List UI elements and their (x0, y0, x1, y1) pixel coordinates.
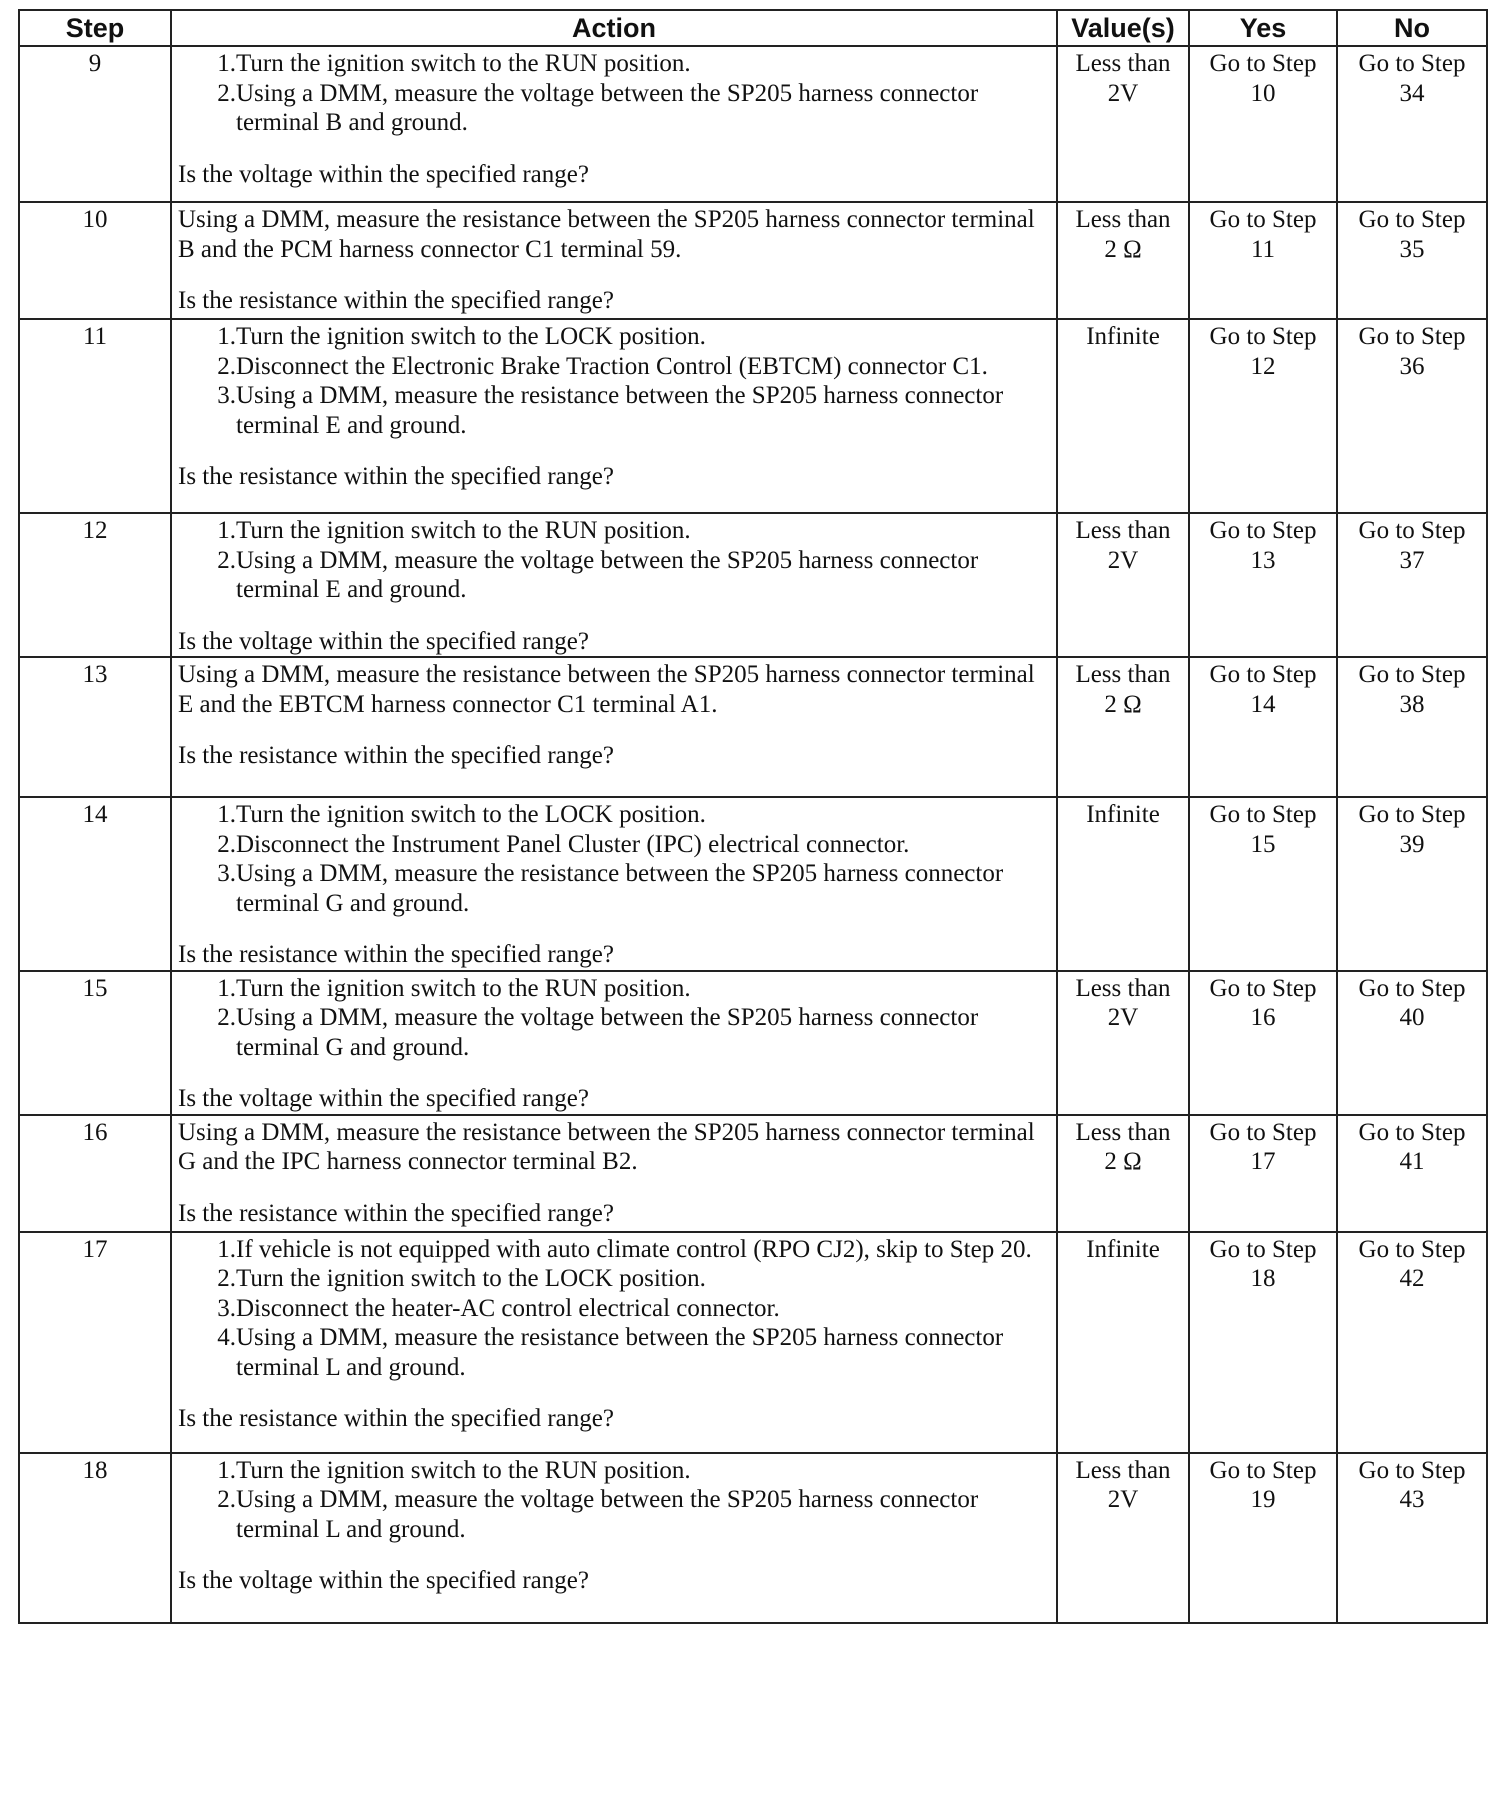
step-number: 13 (19, 657, 171, 797)
action-cell (171, 1453, 1057, 1623)
action-step-item (186, 974, 1050, 1004)
action-step-number: 2. (217, 352, 236, 380)
value-cell (1057, 513, 1189, 657)
no-cell (1337, 513, 1487, 657)
action-steps (178, 1456, 1050, 1545)
action-step-item (186, 1003, 1050, 1062)
table-row (19, 1232, 1487, 1453)
action-step-text: Turn the ignition switch to the LOCK position. (236, 1265, 706, 1292)
action-step-number: 3. (217, 382, 236, 409)
action-cell (171, 797, 1057, 971)
no-cell-line: Go to Step (1358, 517, 1466, 544)
action-step-text: Disconnect the heater-AC control electrical connector. (236, 1294, 780, 1322)
action-cell (171, 1232, 1057, 1453)
no-cell-line: 40 (1399, 1004, 1425, 1031)
action-step-number: 1. (217, 801, 236, 828)
no-cell-line: Go to Step (1358, 661, 1466, 688)
yes-cell-line: 14 (1250, 690, 1276, 718)
yes-cell-line: Go to Step (1209, 661, 1317, 688)
no-cell-line: Go to Step (1358, 50, 1466, 77)
header-yes: Yes (1189, 10, 1337, 46)
value-cell (1057, 1232, 1189, 1453)
action-steps (178, 974, 1050, 1063)
header-values: Value(s) (1057, 10, 1189, 46)
value-cell (1057, 202, 1189, 319)
yes-cell-line: 12 (1250, 352, 1276, 380)
value-cell (1057, 1453, 1189, 1623)
no-cell (1337, 1115, 1487, 1232)
spacer (178, 264, 1050, 286)
yes-cell-line: Go to Step (1209, 323, 1317, 350)
table-row (19, 46, 1487, 202)
value-cell-line: Infinite (1086, 801, 1160, 828)
value-cell-line: Less than (1075, 1456, 1171, 1484)
table-body (19, 46, 1487, 1623)
action-cell (171, 971, 1057, 1115)
no-cell-line: Go to Step (1358, 1118, 1466, 1146)
step-number: 15 (19, 971, 171, 1115)
value-cell-line: Less than (1075, 50, 1171, 77)
action-cell (171, 46, 1057, 202)
step-number: 14 (19, 797, 171, 971)
no-cell-line: Go to Step (1358, 974, 1466, 1002)
yes-cell (1189, 46, 1337, 202)
spacer (178, 719, 1050, 741)
action-question: Is the resistance within the specified range? (178, 941, 614, 968)
action-steps (178, 1235, 1050, 1383)
value-cell-line: 2 Ω (1104, 235, 1142, 263)
no-cell (1337, 1232, 1487, 1453)
yes-cell-line: 11 (1250, 235, 1276, 263)
yes-cell (1189, 319, 1337, 513)
action-steps (178, 322, 1050, 440)
spacer (178, 1177, 1050, 1199)
yes-cell (1189, 1453, 1337, 1623)
no-cell-line: Go to Step (1358, 801, 1466, 828)
action-steps (178, 516, 1050, 605)
no-cell-line: 37 (1399, 546, 1425, 574)
no-cell (1337, 797, 1487, 971)
action-step-number: 2. (217, 1265, 236, 1292)
action-step-item (186, 516, 1050, 546)
spacer (178, 1544, 1050, 1566)
yes-cell-line: Go to Step (1209, 517, 1317, 544)
action-step-text: If vehicle is not equipped with auto climate control (RPO CJ2), skip to Step 20. (236, 1235, 1032, 1263)
step-number: 10 (19, 202, 171, 319)
no-cell (1337, 202, 1487, 319)
action-step-number: 1. (217, 517, 236, 544)
spacer (178, 1382, 1050, 1404)
yes-cell-line: 17 (1250, 1148, 1276, 1175)
action-step-text: Turn the ignition switch to the LOCK position. (236, 801, 706, 828)
yes-cell (1189, 1232, 1337, 1453)
value-cell (1057, 971, 1189, 1115)
no-cell-line: 39 (1399, 830, 1425, 858)
action-step-text: Using a DMM, measure the voltage between the SP205 harness connector terminal B and ground. (236, 79, 979, 136)
value-cell (1057, 319, 1189, 513)
no-cell-line: Go to Step (1358, 323, 1466, 350)
yes-cell-line: 15 (1250, 830, 1276, 858)
value-cell-line: Infinite (1086, 1235, 1160, 1263)
yes-cell (1189, 971, 1337, 1115)
table-row (19, 202, 1487, 319)
action-step-number: 1. (217, 1235, 236, 1263)
value-cell-line: Less than (1075, 974, 1171, 1002)
action-question: Is the voltage within the specified range? (178, 627, 589, 655)
spacer (178, 138, 1050, 160)
action-cell (171, 1115, 1057, 1232)
action-step-item (186, 1456, 1050, 1486)
action-step-text: Using a DMM, measure the resistance between the SP205 harness connector terminal G and ground. (236, 860, 1004, 917)
step-number: 18 (19, 1453, 171, 1623)
action-step-item (186, 1485, 1050, 1544)
table-row (19, 513, 1487, 657)
header-step: Step (19, 10, 171, 46)
no-cell (1337, 657, 1487, 797)
yes-cell-line: Go to Step (1209, 1456, 1317, 1484)
no-cell-line: 35 (1399, 235, 1425, 263)
action-step-item (186, 352, 1050, 382)
action-step-number: 2. (217, 1004, 236, 1031)
action-step-text: Using a DMM, measure the voltage between the SP205 harness connector terminal G and ground. (236, 1004, 979, 1061)
spacer (178, 918, 1050, 940)
action-text: Using a DMM, measure the resistance between the SP205 harness connector terminal G and the IPC harness connector terminal B2. (178, 1118, 1035, 1175)
value-cell-line: 2V (1107, 1004, 1139, 1031)
yes-cell-line: Go to Step (1209, 974, 1317, 1002)
action-cell (171, 202, 1057, 319)
action-step-text: Turn the ignition switch to the RUN position. (236, 1456, 691, 1484)
value-cell-line: 2V (1107, 546, 1139, 574)
no-cell (1337, 319, 1487, 513)
value-cell-line: 2 Ω (1104, 1148, 1142, 1175)
spacer (178, 1062, 1050, 1084)
action-step-text: Using a DMM, measure the resistance between the SP205 harness connector terminal E and ground. (236, 382, 1004, 439)
yes-cell-line: 19 (1250, 1486, 1276, 1513)
action-cell (171, 319, 1057, 513)
action-step-number: 1. (217, 974, 236, 1002)
yes-cell (1189, 797, 1337, 971)
step-number: 11 (19, 319, 171, 513)
no-cell-line: Go to Step (1358, 206, 1466, 233)
action-step-number: 1. (217, 1456, 236, 1484)
action-cell (171, 513, 1057, 657)
action-step-text: Disconnect the Electronic Brake Traction Control (EBTCM) connector C1. (236, 352, 988, 380)
action-text: Using a DMM, measure the resistance between the SP205 harness connector terminal E and the EBTCM harness connector C1 terminal A1. (178, 661, 1035, 718)
action-step-text: Using a DMM, measure the resistance between the SP205 harness connector terminal L and ground. (236, 1324, 1004, 1381)
header-row (19, 10, 1487, 46)
yes-cell-line: 18 (1250, 1265, 1276, 1292)
action-step-item (186, 1323, 1050, 1382)
action-step-number: 2. (217, 79, 236, 107)
action-step-text: Turn the ignition switch to the RUN position. (236, 517, 691, 544)
action-step-text: Turn the ignition switch to the LOCK position. (236, 323, 706, 350)
value-cell-line: 2V (1107, 79, 1139, 107)
yes-cell-line: 10 (1250, 79, 1276, 107)
action-steps (178, 800, 1050, 918)
step-number: 12 (19, 513, 171, 657)
table-row (19, 319, 1487, 513)
action-step-item (186, 859, 1050, 918)
value-cell-line: Less than (1075, 206, 1171, 233)
action-step-item (186, 79, 1050, 138)
value-cell-line: Less than (1075, 517, 1171, 544)
value-cell-line: 2V (1107, 1486, 1139, 1513)
action-step-number: 2. (217, 1486, 236, 1513)
action-step-text: Using a DMM, measure the voltage between the SP205 harness connector terminal E and ground. (236, 546, 979, 603)
action-question: Is the voltage within the specified range? (178, 1085, 589, 1112)
action-step-item (186, 800, 1050, 830)
header-no: No (1337, 10, 1487, 46)
no-cell-line: 42 (1399, 1265, 1425, 1292)
table-row (19, 971, 1487, 1115)
no-cell (1337, 971, 1487, 1115)
no-cell-line: 36 (1399, 352, 1425, 380)
table-row (19, 797, 1487, 971)
table-row (19, 657, 1487, 797)
value-cell (1057, 46, 1189, 202)
value-cell (1057, 797, 1189, 971)
yes-cell (1189, 513, 1337, 657)
action-question: Is the resistance within the specified range? (178, 1199, 614, 1227)
action-step-item (186, 1294, 1050, 1324)
no-cell (1337, 46, 1487, 202)
value-cell-line: 2 Ω (1104, 690, 1142, 718)
diagnostic-table-page (18, 9, 1486, 1797)
spacer (178, 440, 1050, 462)
yes-cell (1189, 202, 1337, 319)
value-cell-line: Infinite (1086, 323, 1160, 350)
action-question: Is the resistance within the specified range? (178, 742, 614, 769)
yes-cell-line: Go to Step (1209, 206, 1317, 233)
action-step-text: Disconnect the Instrument Panel Cluster (IPC) electrical connector. (236, 830, 910, 858)
yes-cell-line: 16 (1250, 1004, 1276, 1031)
yes-cell-line: 13 (1250, 546, 1276, 574)
action-question: Is the resistance within the specified range? (178, 463, 614, 490)
action-step-number: 4. (217, 1324, 236, 1351)
yes-cell (1189, 1115, 1337, 1232)
action-step-item (186, 49, 1050, 79)
table-row (19, 1115, 1487, 1232)
value-cell (1057, 1115, 1189, 1232)
yes-cell (1189, 657, 1337, 797)
step-number: 17 (19, 1232, 171, 1453)
no-cell (1337, 1453, 1487, 1623)
header-action: Action (171, 10, 1057, 46)
action-step-number: 1. (217, 323, 236, 350)
action-step-item (186, 1235, 1050, 1265)
no-cell-line: 38 (1399, 690, 1425, 718)
action-step-number: 3. (217, 860, 236, 887)
value-cell-line: Less than (1075, 661, 1171, 688)
value-cell-line: Less than (1075, 1118, 1171, 1146)
yes-cell-line: Go to Step (1209, 50, 1317, 77)
action-question: Is the voltage within the specified range? (178, 1567, 589, 1594)
action-question: Is the resistance within the specified range? (178, 287, 614, 314)
action-step-item (186, 546, 1050, 605)
action-step-number: 2. (217, 830, 236, 858)
table-row (19, 1453, 1487, 1623)
value-cell (1057, 657, 1189, 797)
action-step-text: Turn the ignition switch to the RUN position. (236, 974, 691, 1002)
no-cell-line: 34 (1399, 79, 1425, 107)
yes-cell-line: Go to Step (1209, 1118, 1317, 1146)
action-step-item (186, 322, 1050, 352)
no-cell-line: 41 (1399, 1148, 1425, 1175)
action-step-item (186, 381, 1050, 440)
action-question: Is the voltage within the specified range? (178, 160, 589, 188)
action-step-number: 2. (217, 546, 236, 574)
yes-cell-line: Go to Step (1209, 1235, 1317, 1263)
action-step-item (186, 1264, 1050, 1294)
action-step-text: Using a DMM, measure the voltage between the SP205 harness connector terminal L and ground. (236, 1486, 979, 1543)
action-step-item (186, 830, 1050, 860)
action-step-number: 3. (217, 1294, 236, 1322)
step-number: 9 (19, 46, 171, 202)
spacer (178, 605, 1050, 627)
action-step-number: 1. (217, 50, 236, 77)
action-cell (171, 657, 1057, 797)
action-text: Using a DMM, measure the resistance between the SP205 harness connector terminal B and the PCM harness connector C1 terminal 59. (178, 206, 1035, 263)
yes-cell-line: Go to Step (1209, 801, 1317, 828)
action-question: Is the resistance within the specified range? (178, 1405, 614, 1432)
action-step-text: Turn the ignition switch to the RUN position. (236, 50, 691, 77)
no-cell-line: Go to Step (1358, 1235, 1466, 1263)
step-number: 16 (19, 1115, 171, 1232)
no-cell-line: Go to Step (1358, 1456, 1466, 1484)
diagnostic-table (18, 9, 1488, 1624)
action-steps (178, 49, 1050, 138)
no-cell-line: 43 (1399, 1486, 1425, 1513)
